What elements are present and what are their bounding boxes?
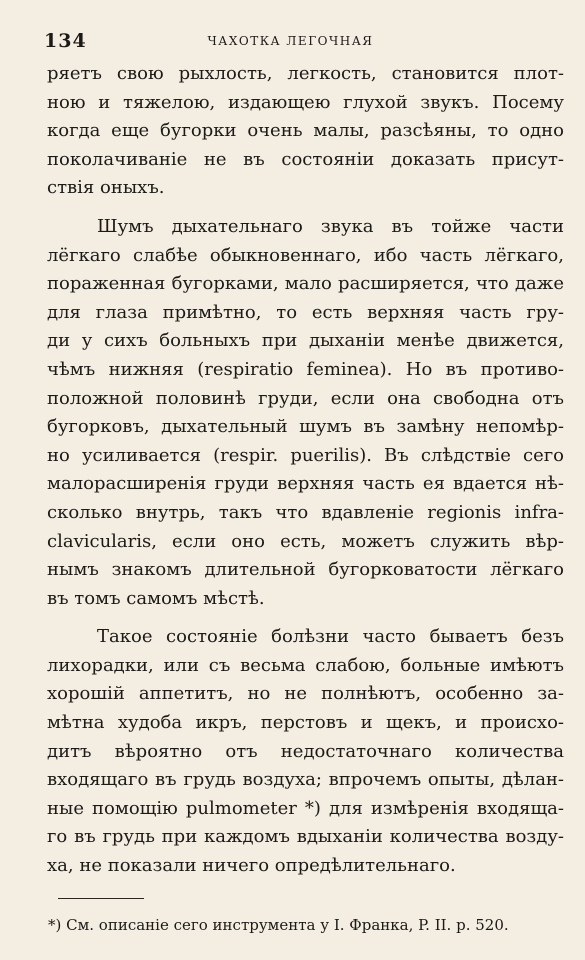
paragraph bbox=[47, 623, 564, 880]
text-line: но усиливается (respir. puerilis). Въ слѣдствіе сего bbox=[47, 444, 564, 466]
text-line: мѣтна худоба икръ, перстовъ и щекъ, и происхо- bbox=[47, 712, 564, 734]
body-text bbox=[47, 60, 564, 881]
text-line: лёгкаго слабѣе обыкновеннаго, ибо часть лёгкаго, bbox=[47, 244, 564, 266]
text-line: поколачиваніе не въ состояніи доказать присут- bbox=[47, 148, 564, 170]
text-line: го въ грудь при каждомъ вдыханіи количества возду- bbox=[47, 826, 564, 848]
text-line: Такое состояніе болѣзни часто бываетъ безъ bbox=[97, 626, 564, 648]
text-line: ха, не показали ничего опредѣлительнаго. bbox=[47, 855, 456, 877]
text-line: Шумъ дыхательнаго звука въ тойже части bbox=[97, 215, 564, 237]
text-line: ною и тяжелою, издающею глухой звукъ. Посему bbox=[47, 91, 564, 113]
text-line: ные помощію pulmometer *) для измѣренія входяща- bbox=[47, 797, 564, 819]
text-line: ствія оныхъ. bbox=[47, 177, 165, 199]
text-line: бугорковъ, дыхательный шумъ въ замѣну непомѣр- bbox=[47, 416, 564, 438]
text-line: ди у сихъ больныхъ при дыханіи менѣе движется, bbox=[47, 330, 564, 352]
text-line: ряетъ свою рыхлость, легкость, становится плот- bbox=[47, 63, 564, 84]
text-line: въ томъ самомъ мѣстѣ. bbox=[47, 587, 265, 609]
footnote-rule bbox=[58, 898, 144, 899]
page-number: 134 bbox=[44, 30, 87, 52]
text-line: нымъ знакомъ длительной бугорковатости лёгкаго bbox=[47, 559, 564, 581]
text-line: чѣмъ нижняя (respiratio feminea). Но въ противо- bbox=[47, 358, 564, 380]
page-header bbox=[36, 30, 545, 56]
text-line: пораженная бугорками, мало расширяется, что даже bbox=[47, 273, 564, 295]
text-line: входящаго въ грудь воздуха; впрочемъ опыты, дѣлан- bbox=[47, 769, 564, 791]
text-line: clavicularis, если оно есть, можетъ служить вѣр- bbox=[47, 530, 564, 552]
text-line: малорасширенія груди верхняя часть ея вдается нѣ- bbox=[47, 473, 564, 495]
text-line: лихорадки, или съ весьма слабою, больные имѣютъ bbox=[47, 654, 564, 676]
footnote: *) См. описаніе сего инструмента у І. Франка, P. II. p. 520. bbox=[48, 916, 509, 934]
paragraph bbox=[47, 213, 564, 613]
text-line: положной половинѣ груди, если она свободна отъ bbox=[47, 387, 564, 409]
text-line: когда еще бугорки очень малы, разсѣяны, то одно bbox=[47, 120, 564, 142]
text-line: сколько внутрь, такъ что вдавленіе regionis infra- bbox=[47, 501, 564, 523]
paragraph bbox=[47, 60, 564, 203]
text-line: дитъ вѣроятно отъ недостаточнаго количества bbox=[47, 740, 564, 762]
text-line: для глаза примѣтно, то есть верхняя часть гру- bbox=[47, 301, 564, 323]
text-line: хорошій аппетитъ, но не полнѣютъ, особенно за- bbox=[47, 683, 564, 705]
running-head: ЧАХОТКА ЛЕГОЧНАЯ bbox=[207, 34, 374, 48]
